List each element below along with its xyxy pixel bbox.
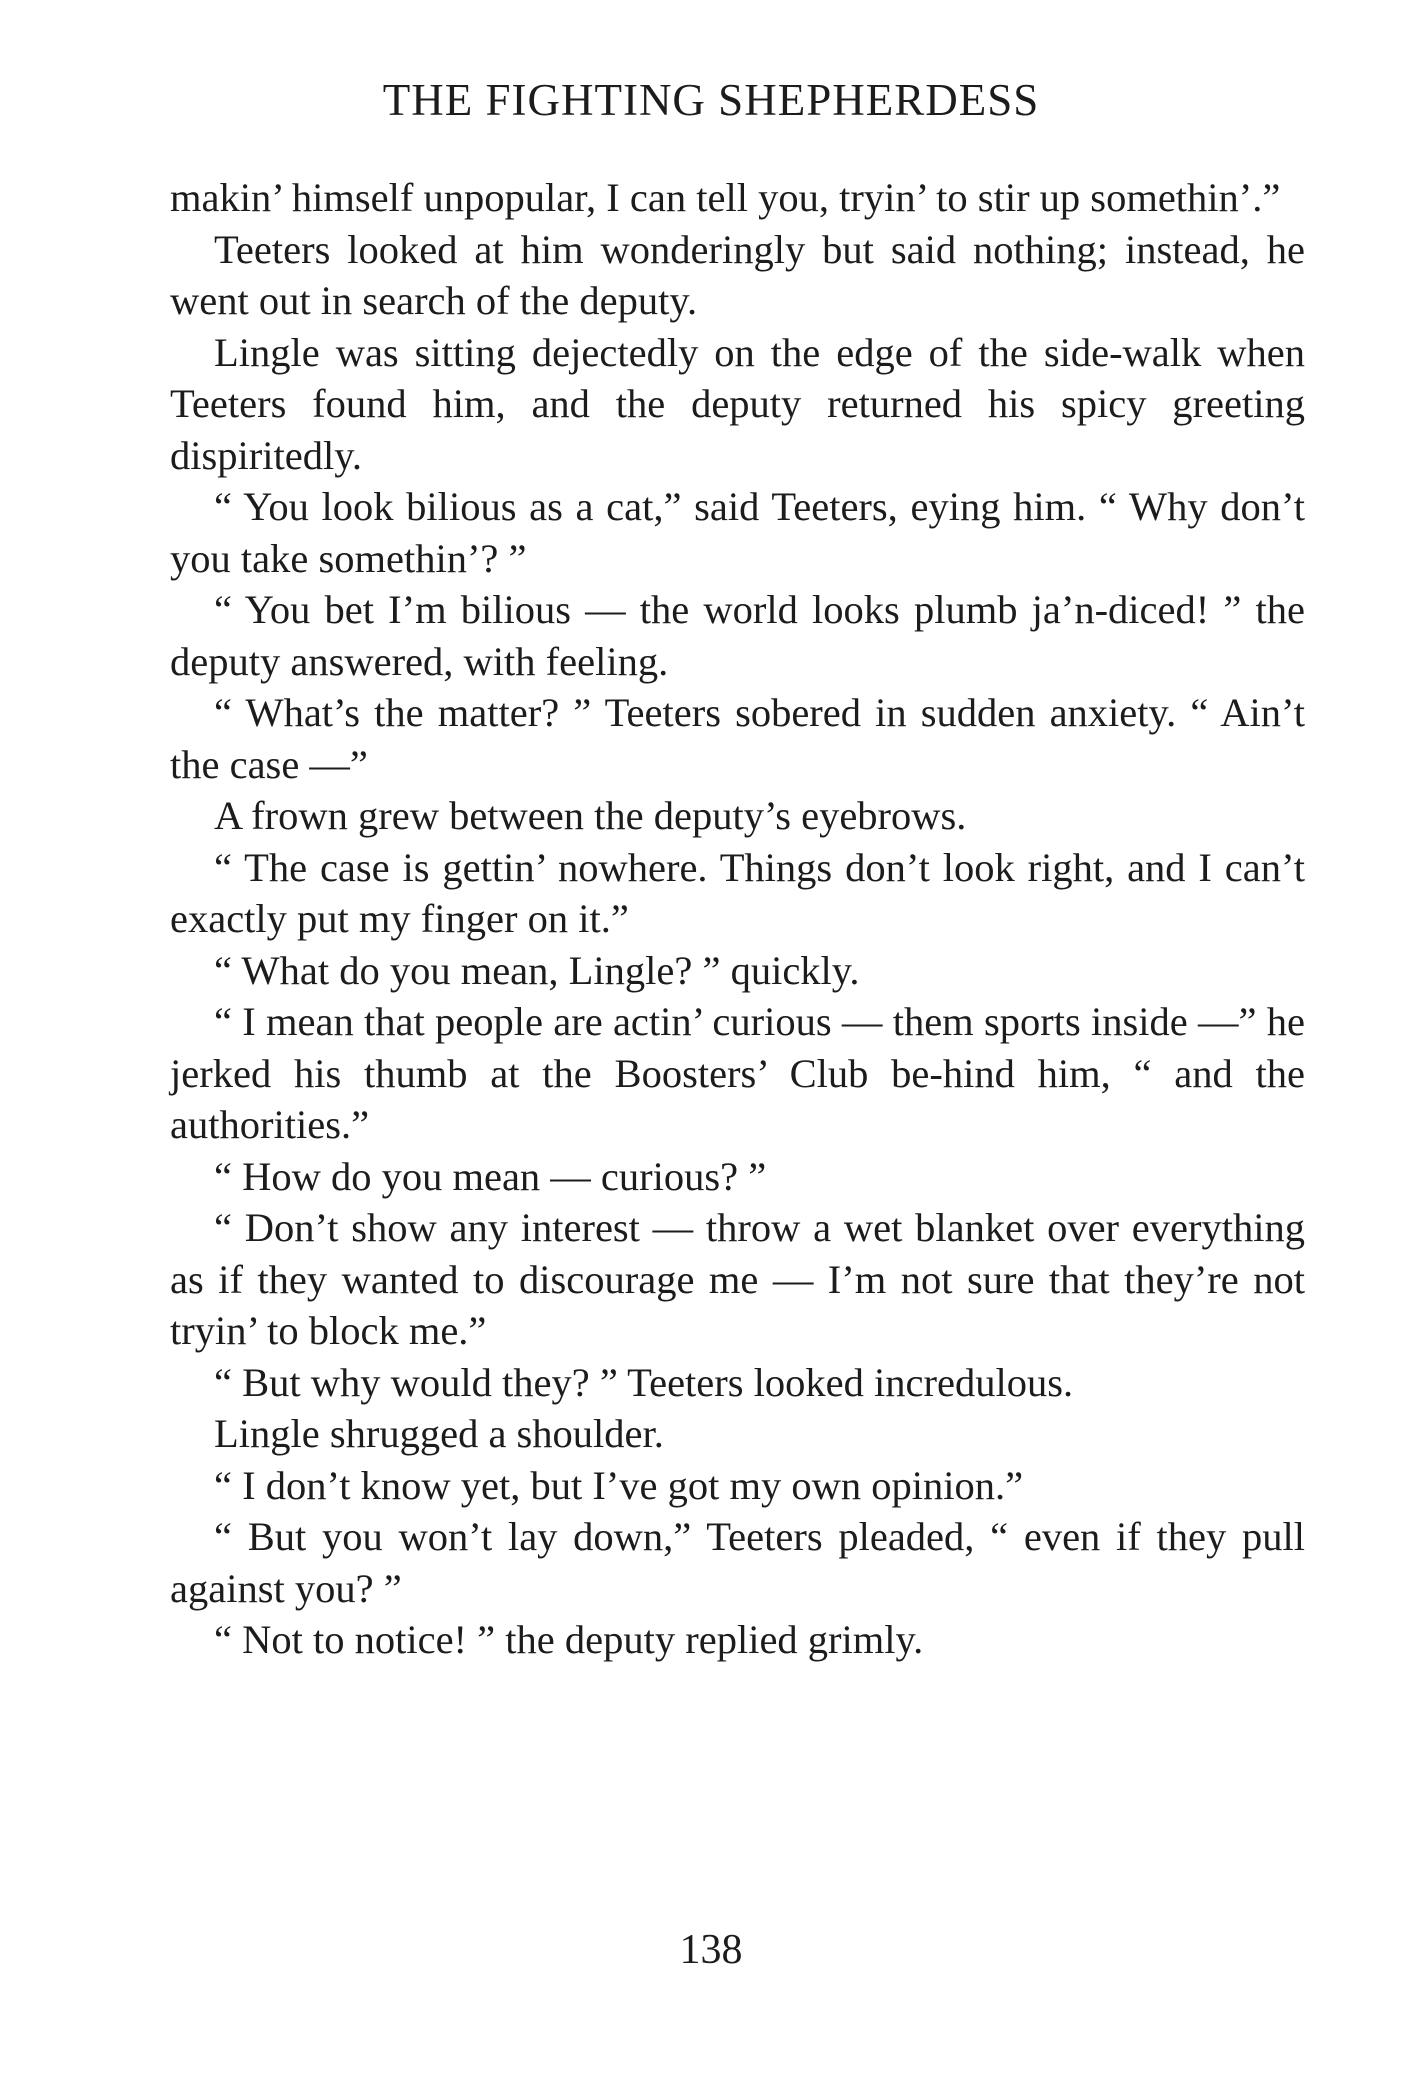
paragraph: A frown grew between the deputy’s eyebrows.	[214, 793, 967, 838]
paragraph: makin’ himself unpopular, I can tell you, tryin’ to stir up somethin’.”	[170, 175, 1281, 220]
paragraph: Lingle shrugged a shoulder.	[214, 1411, 664, 1456]
paragraph: “ But why would they? ” Teeters looked incredulous.	[214, 1359, 1074, 1405]
running-head: THE FIGHTING SHEPHERDESS	[382, 75, 1040, 125]
paragraph: “ Not to notice! ” the deputy replied grimly.	[214, 1617, 924, 1662]
paragraph: “ You look bilious as a cat,” said Teeters, eying him. “ Why don’t you take somethin’? ”	[170, 484, 1305, 581]
paragraph: “ You bet I’m bilious — the world looks plumb ja’n-diced! ” the deputy answered, with feeling.	[170, 587, 1305, 684]
paragraph: “ I don’t know yet, but I’ve got my own opinion.”	[214, 1462, 1024, 1508]
page-number: 138	[679, 1927, 743, 1973]
body-text	[170, 172, 1305, 1666]
paragraph: “ I mean that people are actin’ curious — them sports inside —” he jerked his thumb at the Boosters’ Club be-hind him, “ and the authorities.”	[170, 999, 1305, 1147]
paragraph: “ What do you mean, Lingle? ” quickly.	[214, 947, 860, 993]
paragraph: Lingle was sitting dejectedly on the edge of the side-walk when Teeters found him, and the deputy returned his spicy greeting dispiritedly.	[170, 329, 1305, 478]
paragraph: Teeters looked at him wonderingly but said nothing; instead, he went out in search of the deputy.	[170, 226, 1305, 323]
paragraph: “ The case is gettin’ nowhere. Things don’t look right, and I can’t exactly put my finger on it.”	[170, 844, 1305, 941]
paragraph: “ How do you mean — curious? ”	[214, 1153, 767, 1199]
paragraph: “ Don’t show any interest — throw a wet blanket over everything as if they wanted to discourage me — I’m not sure that they’re not tryin’ to block me.”	[170, 1205, 1305, 1353]
paragraph: “ What’s the matter? ” Teeters sobered in sudden anxiety. “ Ain’t the case —”	[170, 690, 1305, 787]
paragraph: “ But you won’t lay down,” Teeters pleaded, “ even if they pull against you? ”	[170, 1514, 1305, 1611]
